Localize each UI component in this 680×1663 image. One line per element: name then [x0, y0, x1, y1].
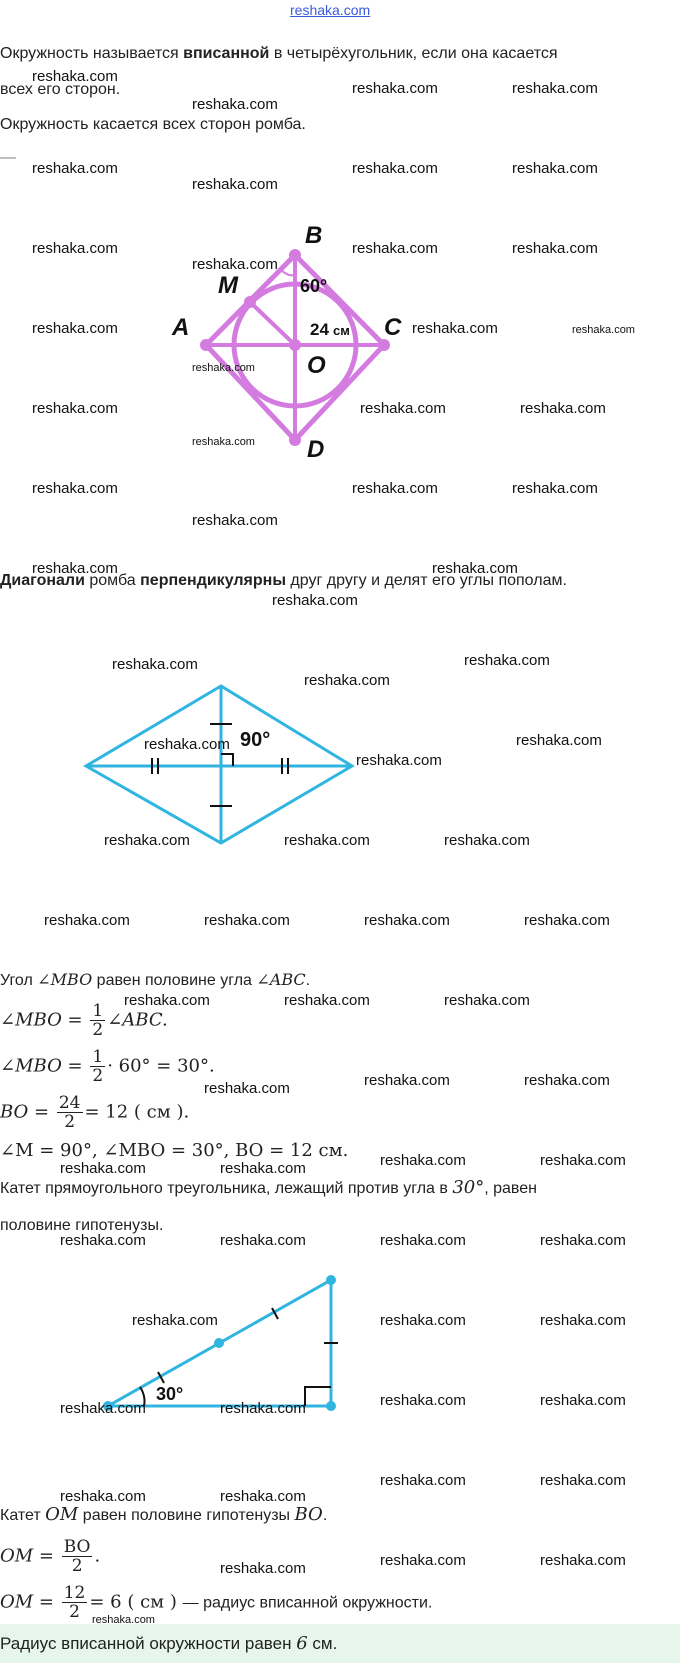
watermark: reshaka.com	[512, 80, 598, 97]
angle-arc	[280, 269, 295, 275]
watermark: reshaka.com	[192, 96, 278, 113]
watermark: reshaka.com	[540, 1152, 626, 1169]
watermark: reshaka.com	[32, 560, 118, 577]
math: 30°	[452, 1177, 485, 1198]
theorem-line-2: половине гипотенузы.	[0, 1217, 164, 1234]
watermark: reshaka.com	[32, 400, 118, 417]
lhs: OM =	[0, 1545, 54, 1567]
watermark: reshaka.com	[432, 560, 518, 577]
watermark: reshaka.com	[540, 1232, 626, 1249]
point-o	[289, 339, 301, 351]
watermark: reshaka.com	[32, 240, 118, 257]
denominator: 2	[69, 1602, 80, 1622]
watermark: reshaka.com	[60, 1232, 146, 1249]
denominator: 2	[92, 1066, 104, 1086]
watermark: reshaka.com	[380, 1152, 466, 1169]
watermark: reshaka.com	[60, 1400, 146, 1417]
rhs: = 12 ( см ).	[84, 1101, 190, 1123]
watermark: reshaka.com	[60, 1488, 146, 1505]
watermark: reshaka.com	[364, 1072, 450, 1089]
math: 6	[296, 1633, 308, 1654]
watermark: reshaka.com	[92, 1614, 155, 1626]
watermark: reshaka.com	[540, 1392, 626, 1409]
dash: —	[0, 149, 16, 166]
bold-term: перпендикулярны	[140, 572, 286, 589]
angle-relation-line	[0, 970, 310, 990]
watermark: reshaka.com	[132, 1312, 218, 1329]
right-angle-mark	[221, 754, 233, 766]
watermark: reshaka.com	[352, 240, 438, 257]
text: Окружность называется	[0, 45, 184, 62]
watermark: reshaka.com	[204, 1080, 290, 1097]
theorem-line-1	[0, 1178, 537, 1199]
watermark: reshaka.com	[32, 160, 118, 177]
label-m: M	[218, 272, 238, 299]
watermark: reshaka.com	[444, 832, 530, 849]
point-d	[289, 434, 301, 446]
radius-om	[250, 302, 295, 345]
point-b	[289, 249, 301, 261]
denominator: 2	[92, 1020, 104, 1040]
fraction	[90, 1002, 105, 1039]
watermark: reshaka.com	[524, 912, 610, 929]
rhs: = 6 ( см )	[89, 1591, 177, 1613]
watermark: reshaka.com	[352, 80, 438, 97]
watermark: reshaka.com	[520, 400, 606, 417]
watermark: reshaka.com	[464, 652, 550, 669]
denominator: 2	[64, 1112, 76, 1132]
watermark: reshaka.com	[356, 752, 442, 769]
watermark: reshaka.com	[104, 832, 190, 849]
watermark: reshaka.com	[524, 1072, 610, 1089]
lhs: BO =	[0, 1101, 50, 1123]
fraction	[62, 1584, 88, 1621]
text: .	[305, 972, 311, 989]
text: Угол	[0, 972, 38, 989]
text: друг другу и делят его углы пополам.	[285, 572, 567, 589]
label-o: O	[307, 352, 326, 379]
watermark: reshaka.com	[60, 1160, 146, 1177]
numerator: 1	[92, 1001, 104, 1021]
rhombus-diagonals-figure	[80, 680, 360, 850]
right-triangle-figure	[100, 1270, 340, 1420]
watermark: reshaka.com	[220, 1400, 306, 1417]
text: равен половине угла	[92, 972, 257, 989]
text: Катет прямоугольного треугольника, лежащий против угла в	[0, 1180, 453, 1197]
watermark: reshaka.com	[512, 240, 598, 257]
lhs: ∠MBO =	[0, 1055, 83, 1077]
watermark: reshaka.com	[540, 1552, 626, 1569]
watermark: reshaka.com	[444, 992, 530, 1009]
label-b: B	[305, 225, 323, 249]
vertex	[326, 1275, 336, 1285]
answer-line	[0, 1634, 337, 1654]
text: ромба	[84, 572, 141, 589]
text: Радиус вписанной окружности равен	[0, 1634, 297, 1653]
watermark: reshaka.com	[220, 1160, 306, 1177]
text: — радиус вписанной окружности.	[182, 1594, 433, 1612]
label-c: C	[384, 314, 402, 341]
watermark: reshaka.com	[220, 1488, 306, 1505]
formula-om-value	[0, 1584, 432, 1621]
site-link[interactable]: reshaka.com	[290, 2, 371, 18]
text: , равен	[484, 1180, 537, 1197]
watermark: reshaka.com	[284, 832, 370, 849]
text: в четырёхугольник, если она касается	[269, 45, 558, 62]
fraction	[57, 1094, 83, 1131]
watermark: reshaka.com	[204, 912, 290, 929]
math: ∠ABC	[256, 970, 306, 989]
watermark: reshaka.com	[380, 1552, 466, 1569]
text: .	[322, 1507, 328, 1524]
watermark: reshaka.com	[144, 736, 230, 753]
angle-label: 90°	[240, 729, 271, 751]
fraction	[90, 1048, 105, 1085]
text: см.	[307, 1634, 338, 1653]
watermark: reshaka.com	[572, 324, 635, 336]
watermark: reshaka.com	[32, 480, 118, 497]
lhs: OM =	[0, 1591, 54, 1613]
formula-om-half	[0, 1538, 100, 1575]
watermark: reshaka.com	[304, 672, 390, 689]
watermark: reshaka.com	[512, 160, 598, 177]
watermark: reshaka.com	[540, 1472, 626, 1489]
rhs: · 60° = 30°.	[107, 1055, 215, 1077]
watermark: reshaka.com	[412, 320, 498, 337]
math: ∠MBO	[37, 970, 93, 989]
definition-line-1	[0, 44, 558, 64]
lhs: ∠MBO =	[0, 1009, 83, 1031]
numerator: 24	[58, 1093, 81, 1113]
angle-label: 30°	[156, 1384, 184, 1404]
watermark: reshaka.com	[112, 656, 198, 673]
watermark: reshaka.com	[360, 400, 446, 417]
text: Катет	[0, 1507, 46, 1524]
label-d: D	[307, 436, 325, 463]
label-a: A	[172, 314, 190, 341]
angle-label: 60°	[300, 276, 328, 296]
leg-relation-line	[0, 1504, 327, 1525]
watermark: reshaka.com	[380, 1392, 466, 1409]
watermark: reshaka.com	[512, 480, 598, 497]
point-a	[200, 339, 212, 351]
watermark: reshaka.com	[364, 912, 450, 929]
watermark: reshaka.com	[284, 992, 370, 1009]
watermark: reshaka.com	[272, 592, 358, 609]
watermark: reshaka.com	[32, 320, 118, 337]
watermark: reshaka.com	[192, 176, 278, 193]
watermark: reshaka.com	[32, 68, 118, 85]
formula-summary: ∠M = 90°, ∠MBO = 30°, BO = 12 см.	[0, 1140, 349, 1161]
watermark: reshaka.com	[380, 1472, 466, 1489]
watermark: reshaka.com	[380, 1312, 466, 1329]
watermark: reshaka.com	[352, 480, 438, 497]
statement-line: Окружность касается всех сторон ромба.	[0, 116, 306, 133]
rhs: ∠ABC.	[107, 1009, 168, 1031]
fraction	[62, 1538, 93, 1575]
watermark: reshaka.com	[192, 256, 278, 273]
bold-term: Диагонали	[0, 572, 85, 589]
numerator: 1	[92, 1047, 104, 1067]
math: BO	[294, 1504, 323, 1525]
math: OM	[45, 1504, 79, 1525]
watermark: reshaka.com	[220, 1232, 306, 1249]
watermark: reshaka.com	[352, 160, 438, 177]
text: равен половине гипотенузы	[78, 1507, 295, 1524]
watermark: reshaka.com	[192, 362, 255, 374]
watermark: reshaka.com	[192, 436, 255, 448]
watermark: reshaka.com	[192, 512, 278, 529]
bold-term: вписанной	[183, 45, 270, 62]
rhs: .	[94, 1545, 101, 1567]
vertex	[326, 1401, 336, 1411]
numerator: BO	[63, 1537, 91, 1557]
formula-mbo-value	[0, 1048, 215, 1085]
formula-bo	[0, 1094, 189, 1131]
watermark: reshaka.com	[124, 992, 210, 1009]
point-m	[244, 296, 256, 308]
denominator: 2	[71, 1556, 83, 1576]
definition-line-2: всех его сторон.	[0, 81, 121, 98]
watermark: reshaka.com	[380, 1232, 466, 1249]
length-label: 24	[310, 320, 329, 339]
watermark: reshaka.com	[220, 1560, 306, 1577]
watermark: reshaka.com	[44, 912, 130, 929]
numerator: 12	[63, 1583, 86, 1603]
midpoint	[214, 1338, 224, 1348]
watermark: reshaka.com	[516, 732, 602, 749]
length-unit: см	[333, 323, 350, 338]
watermark: reshaka.com	[540, 1312, 626, 1329]
